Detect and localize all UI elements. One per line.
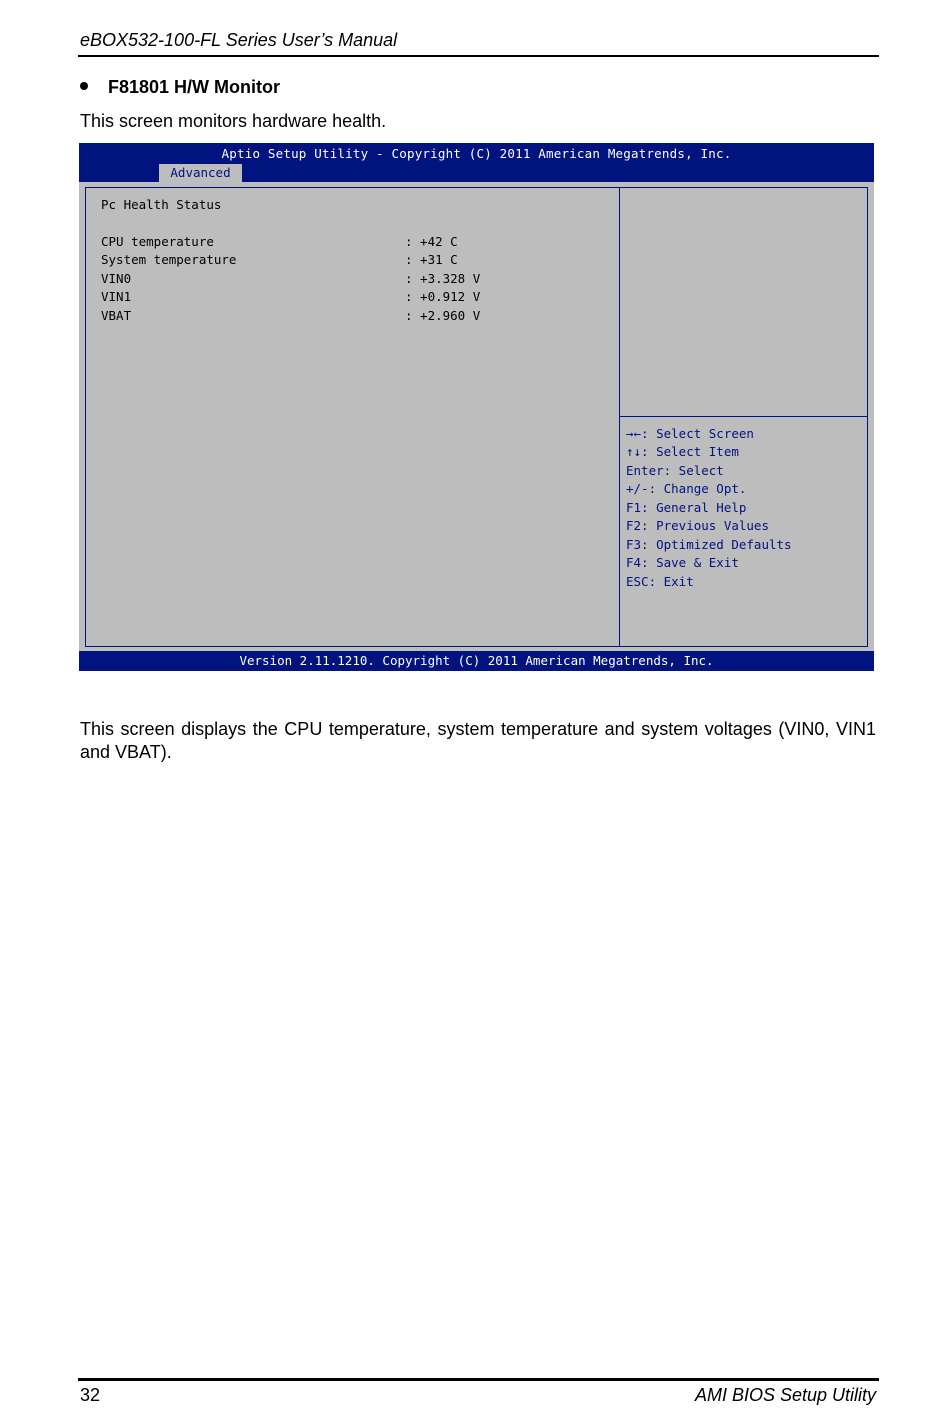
bios-help-description-panel — [619, 187, 868, 417]
help-save-exit: F4: Save & Exit — [626, 555, 739, 570]
health-row-label: VBAT — [101, 308, 132, 323]
help-change-opt: +/-: Change Opt. — [626, 481, 747, 496]
health-row-vbat — [101, 308, 601, 326]
health-row-value: : +31 C — [405, 252, 458, 267]
health-row-cpu-temperature — [101, 234, 601, 252]
health-row-value: : +0.912 V — [405, 289, 481, 304]
health-row-vin0 — [101, 271, 601, 289]
body-paragraph: This screen displays the CPU temperature, system temperature and system voltages (VIN0, VIN1 and VBAT). — [80, 719, 876, 762]
help-enter-select: Enter: Select — [626, 463, 724, 478]
help-select-screen: →←: Select Screen — [626, 426, 754, 441]
page-number: 32 — [80, 1385, 101, 1405]
help-esc-exit: ESC: Exit — [626, 574, 694, 589]
health-row-vin1 — [101, 289, 601, 307]
section-heading-text: F81801 H/W Monitor — [108, 77, 281, 97]
bios-screenshot — [79, 143, 874, 671]
bios-key-help-panel — [619, 416, 868, 647]
tab-advanced[interactable]: Advanced — [159, 164, 242, 182]
health-row-value: : +3.328 V — [405, 271, 481, 286]
help-select-item: ↑↓: Select Item — [626, 444, 739, 459]
bios-version-bar: Version 2.11.1210. Copyright (C) 2011 American Megatrends, Inc. — [79, 651, 874, 671]
bullet-icon — [80, 82, 88, 90]
bios-main-panel — [85, 187, 620, 647]
bios-title-bar — [79, 143, 874, 182]
health-row-label: VIN0 — [101, 271, 132, 286]
health-row-label: System temperature — [101, 252, 237, 267]
bios-title: Aptio Setup Utility - Copyright (C) 2011 American Megatrends, Inc. — [221, 146, 732, 161]
health-row-label: CPU temperature — [101, 234, 214, 249]
footer-rule — [78, 1378, 879, 1381]
intro-text: This screen monitors hardware health. — [80, 111, 387, 131]
health-row-system-temperature — [101, 252, 601, 270]
footer-title: AMI BIOS Setup Utility — [694, 1385, 876, 1405]
health-row-value: : +2.960 V — [405, 308, 481, 323]
help-general-help: F1: General Help — [626, 500, 747, 515]
help-previous-values: F2: Previous Values — [626, 518, 769, 533]
health-row-value: : +42 C — [405, 234, 458, 249]
header-rule — [78, 55, 879, 57]
help-optimized-defaults: F3: Optimized Defaults — [626, 537, 792, 552]
health-row-label: VIN1 — [101, 289, 132, 304]
section-heading — [80, 77, 280, 98]
page-header-title: eBOX532-100-FL Series User’s Manual — [80, 30, 398, 50]
health-status-title: Pc Health Status — [101, 197, 222, 212]
